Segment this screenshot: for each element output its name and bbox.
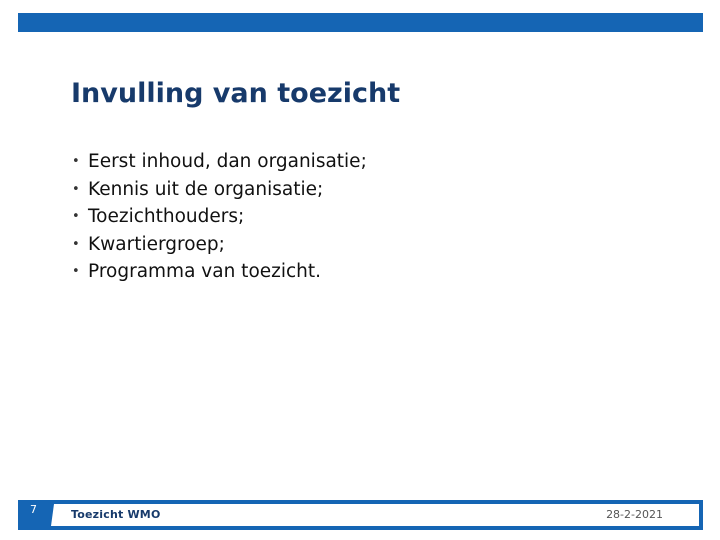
- bullet-item: [72, 258, 367, 286]
- page-number: 7: [30, 503, 37, 516]
- bullet-icon: •: [72, 236, 80, 252]
- bullet-text: Programma van toezicht.: [88, 261, 322, 283]
- slide-title: Invulling van toezicht: [71, 78, 401, 109]
- bullet-text: Kwartiergroep;: [88, 233, 225, 255]
- header-bar: [18, 13, 703, 32]
- bullet-text: Toezichthouders;: [88, 206, 245, 228]
- bullet-item: [72, 203, 367, 231]
- footer-date: 28-2-2021: [606, 508, 663, 521]
- footer-title: Toezicht WMO: [71, 508, 161, 521]
- bullet-item: [72, 176, 367, 204]
- bullet-icon: •: [72, 154, 80, 170]
- bullet-icon: •: [72, 264, 80, 280]
- bullet-text: Eerst inhoud, dan organisatie;: [88, 151, 367, 173]
- bullet-icon: •: [72, 181, 80, 197]
- bullet-icon: •: [72, 209, 80, 225]
- bullet-text: Kennis uit de organisatie;: [88, 178, 324, 200]
- bullet-item: [72, 148, 367, 176]
- bullet-list: [72, 148, 367, 286]
- bullet-item: [72, 231, 367, 259]
